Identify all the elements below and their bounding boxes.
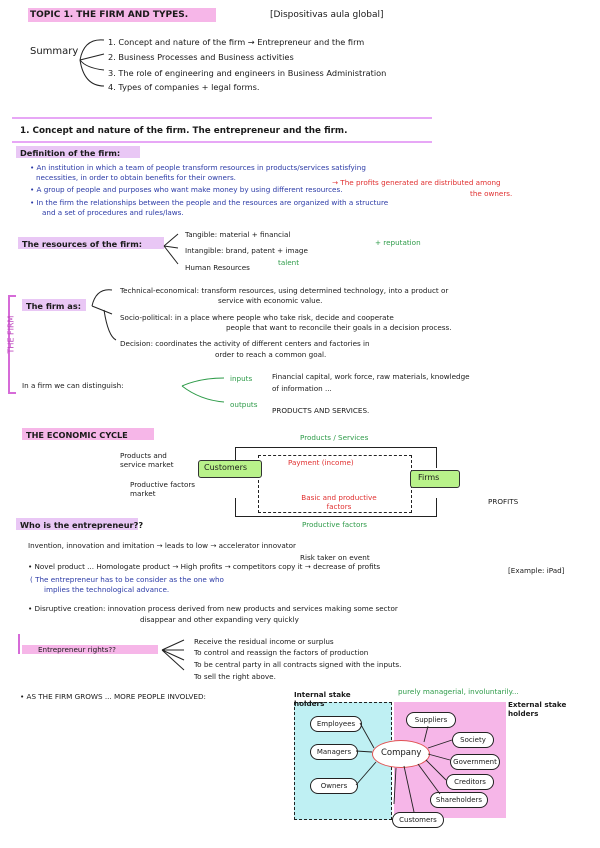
- definition-profits: → The profits generated are distributed among: [332, 178, 501, 187]
- definition-label: Definition of the firm:: [20, 148, 121, 158]
- resource-tangible: Tangible: material + financial: [185, 230, 291, 239]
- stakeholder-owners: Owners: [310, 778, 358, 794]
- header-note: [Dispositivas aula global]: [270, 10, 384, 20]
- firm-as-decision-1: Decision: coordinates the activity of different centers and factories in: [120, 339, 370, 348]
- rights-label: Entrepreneur rights??: [38, 645, 116, 654]
- summary-item-1: 1. Concept and nature of the firm → Entrepreneur and the firm: [108, 37, 365, 47]
- cycle-right-market: Productive factors market: [130, 480, 196, 498]
- definition-owners: the owners.: [470, 189, 513, 198]
- summary-item-3: 3. The role of engineering and engineers in Business Administration: [108, 68, 387, 78]
- summary-label: Summary: [30, 46, 79, 57]
- rights-line-3: To be central party in all contracts signed with the inputs.: [194, 660, 402, 669]
- entrepreneur-line-5: implies the technological advance.: [44, 585, 170, 594]
- cycle-payment: Payment (income): [288, 458, 354, 467]
- stakeholder-suppliers: Suppliers: [406, 712, 456, 728]
- summary-item-4: 4. Types of companies + legal forms.: [108, 82, 260, 92]
- example-note: [Example: iPad]: [508, 566, 565, 575]
- entrepreneur-line-4: ( The entrepreneur has to be consider as the one who: [30, 575, 224, 584]
- distinguish-label: In a firm we can distinguish:: [22, 381, 124, 390]
- inputs-line-2: of information ...: [272, 384, 332, 393]
- grows-text: • AS THE FIRM GROWS ... MORE PEOPLE INVOLVED:: [20, 692, 206, 701]
- cycle-label: THE ECONOMIC CYCLE: [26, 430, 128, 440]
- rights-line-4: To sell the right above.: [194, 672, 276, 681]
- cycle-factors: Basic and productive factors: [301, 493, 377, 511]
- inputs-line-1: Financial capital, work force, raw materials, knowledge: [272, 372, 470, 381]
- definition-line-4: • In the firm the relationships between the people and the resources are organized with a structure: [30, 198, 389, 207]
- firm-as-label: The firm as:: [26, 301, 81, 311]
- external-stakeholders-label: External stake holders: [508, 700, 567, 718]
- cycle-productive-factors: Productive factors: [302, 520, 368, 529]
- definition-line-2: necessities, in order to obtain benefits for their owners.: [36, 173, 236, 182]
- resource-intangible: Intangible: brand, patent + image: [185, 246, 308, 255]
- firm-as-socio-2: people that want to reconcile their goals in a decision process.: [226, 323, 452, 332]
- firm-as-decision-2: order to reach a common goal.: [215, 350, 327, 359]
- entrepreneur-line-1: Invention, innovation and imitation → leads to low → accelerator innovator: [28, 541, 296, 550]
- resources-label: The resources of the firm:: [22, 239, 142, 249]
- internal-stakeholders-label: Internal stake holders: [294, 690, 351, 708]
- outputs-text: PRODUCTS AND SERVICES.: [272, 406, 370, 415]
- cycle-profits: PROFITS: [488, 497, 519, 506]
- entrepreneur-line-3: • Novel product ... Homologate product → High profits → competitors copy it → decrease of profits: [28, 562, 381, 571]
- resource-human: Human Resources: [185, 263, 250, 272]
- page-title: TOPIC 1. THE FIRM AND TYPES.: [30, 10, 189, 20]
- grows-note: purely managerial, involuntarily...: [398, 687, 519, 696]
- stakeholder-society: Society: [452, 732, 494, 748]
- cycle-left-market: Products and service market: [120, 451, 174, 469]
- firm-as-tech-1: Technical-economical: transform resources, using determined technology, into a product or: [120, 286, 449, 295]
- entrepreneur-line-2: Risk taker on event: [300, 553, 370, 562]
- definition-line-1: • An institution in which a team of people transform resources in products/services satisfying: [30, 163, 366, 172]
- section-heading: 1. Concept and nature of the firm. The entrepreneur and the firm.: [20, 126, 348, 136]
- entrepreneur-label: Who is the entrepreneur??: [20, 520, 144, 530]
- side-label: THE FIRM: [6, 315, 16, 354]
- rights-line-1: Receive the residual income or surplus: [194, 637, 334, 646]
- stakeholder-creditors: Creditors: [446, 774, 494, 790]
- resources-note: + reputation: [375, 238, 421, 247]
- firms-label: Firms: [418, 473, 440, 482]
- customers-label: Customers: [204, 463, 248, 472]
- cycle-top: Products / Services: [300, 433, 369, 442]
- company-label: Company: [381, 748, 422, 758]
- entrepreneur-line-6: • Disruptive creation: innovation process derived from new products and services making some sector: [28, 604, 398, 613]
- rights-line-2: To control and reassign the factors of production: [194, 648, 369, 657]
- stakeholder-employees: Employees: [310, 716, 362, 732]
- definition-line-3: • A group of people and purposes who want make money by using different resources.: [30, 185, 343, 194]
- summary-item-2: 2. Business Processes and Business activities: [108, 52, 294, 62]
- resources-note-2: talent: [278, 258, 300, 267]
- stakeholder-managers: Managers: [310, 744, 358, 760]
- stakeholder-customers: Customers: [392, 812, 444, 828]
- firm-as-tech-2: service with economic value.: [218, 296, 323, 305]
- entrepreneur-line-7: disappear and other expanding very quickly: [140, 615, 299, 624]
- inputs-label: inputs: [230, 374, 253, 383]
- definition-line-5: and a set of procedures and rules/laws.: [42, 208, 184, 217]
- stakeholder-government: Government: [450, 754, 500, 770]
- outputs-label: outputs: [230, 400, 258, 409]
- stakeholder-shareholders: Shareholders: [430, 792, 488, 808]
- firm-as-socio-1: Socio-political: in a place where people who take risk, decide and cooperate: [120, 313, 394, 322]
